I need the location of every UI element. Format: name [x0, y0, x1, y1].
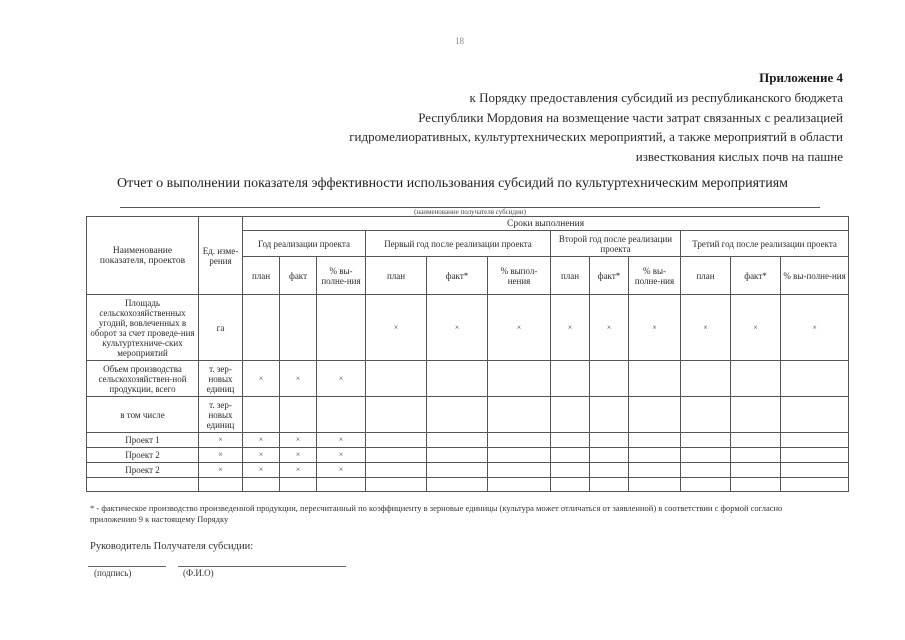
- header-pct: % вы-полне-ния: [317, 257, 366, 295]
- value-cell[interactable]: [488, 433, 551, 448]
- signature-line[interactable]: [88, 566, 166, 567]
- empty-cell[interactable]: [781, 478, 849, 492]
- value-cell[interactable]: [317, 397, 366, 433]
- header-plan: план: [551, 257, 590, 295]
- value-cell[interactable]: [366, 433, 427, 448]
- appendix-line: к Порядку предоставления субсидий из республиканского бюджета: [469, 90, 843, 105]
- x-mark: ×: [199, 433, 243, 448]
- x-mark: ×: [243, 433, 280, 448]
- value-cell[interactable]: [681, 433, 731, 448]
- empty-cell[interactable]: [681, 478, 731, 492]
- value-cell[interactable]: [317, 295, 366, 361]
- value-cell[interactable]: [427, 463, 488, 478]
- x-mark: ×: [317, 433, 366, 448]
- value-cell[interactable]: [427, 433, 488, 448]
- value-cell[interactable]: [488, 397, 551, 433]
- x-mark: ×: [590, 295, 629, 361]
- row-unit: т. зер-новых единиц: [199, 361, 243, 397]
- value-cell[interactable]: [781, 463, 849, 478]
- value-cell[interactable]: [731, 463, 781, 478]
- x-mark: ×: [280, 433, 317, 448]
- value-cell[interactable]: [681, 397, 731, 433]
- value-cell[interactable]: [781, 397, 849, 433]
- empty-cell[interactable]: [280, 478, 317, 492]
- empty-cell[interactable]: [243, 478, 280, 492]
- full-name-caption: (Ф.И.О): [183, 568, 214, 578]
- value-cell[interactable]: [551, 433, 590, 448]
- row-unit: т. зер-новых единиц: [199, 397, 243, 433]
- x-mark: ×: [280, 448, 317, 463]
- x-mark: ×: [199, 448, 243, 463]
- empty-cell[interactable]: [317, 478, 366, 492]
- empty-cell[interactable]: [366, 478, 427, 492]
- x-mark: ×: [243, 448, 280, 463]
- header-pct: % выпол-нения: [488, 257, 551, 295]
- empty-cell[interactable]: [199, 478, 243, 492]
- row-name: в том числе: [87, 397, 199, 433]
- x-mark: ×: [317, 361, 366, 397]
- empty-cell[interactable]: [488, 478, 551, 492]
- value-cell[interactable]: [629, 463, 681, 478]
- header-pct: % вы-полне-ния: [781, 257, 849, 295]
- value-cell[interactable]: [681, 448, 731, 463]
- value-cell[interactable]: [366, 463, 427, 478]
- header-plan: план: [243, 257, 280, 295]
- row-name: Площадь сельскохозяйственных угодий, вовлеченных в оборот за счет проведе-ния культуртехниче-ских мероприятий: [87, 295, 199, 361]
- value-cell[interactable]: [590, 448, 629, 463]
- header-fact: факт: [280, 257, 317, 295]
- x-mark: ×: [629, 295, 681, 361]
- value-cell[interactable]: [551, 361, 590, 397]
- value-cell[interactable]: [590, 361, 629, 397]
- x-mark: ×: [551, 295, 590, 361]
- table-row: [87, 361, 849, 397]
- project-name: Проект 2: [87, 463, 199, 478]
- value-cell[interactable]: [488, 361, 551, 397]
- header-period-2: Второй год после реализации проекта: [551, 231, 681, 257]
- value-cell[interactable]: [781, 433, 849, 448]
- value-cell[interactable]: [366, 361, 427, 397]
- report-table: [86, 216, 849, 492]
- empty-cell[interactable]: [87, 478, 199, 492]
- x-mark: ×: [427, 295, 488, 361]
- appendix-line: гидромелиоративных, культуртехнических мероприятий, а также мероприятий в области: [349, 129, 843, 144]
- empty-cell[interactable]: [590, 478, 629, 492]
- report-title: Отчет о выполнении показателя эффективности использования субсидий по культуртехническим мероприятиям: [117, 176, 788, 191]
- x-mark: ×: [781, 295, 849, 361]
- value-cell[interactable]: [590, 397, 629, 433]
- x-mark: ×: [199, 463, 243, 478]
- empty-cell[interactable]: [551, 478, 590, 492]
- value-cell[interactable]: [629, 361, 681, 397]
- x-mark: ×: [243, 463, 280, 478]
- value-cell[interactable]: [280, 397, 317, 433]
- x-mark: ×: [731, 295, 781, 361]
- signature-caption: (подпись): [94, 568, 132, 578]
- table-row: [87, 295, 849, 361]
- value-cell[interactable]: [731, 433, 781, 448]
- header-unit: Ед. изме-рения: [199, 217, 243, 295]
- project-name: Проект 1: [87, 433, 199, 448]
- header-terms: Сроки выполнения: [243, 217, 849, 231]
- header-plan: план: [366, 257, 427, 295]
- header-fact: факт*: [731, 257, 781, 295]
- value-cell[interactable]: [427, 448, 488, 463]
- x-mark: ×: [317, 448, 366, 463]
- appendix-subtitle: [243, 88, 843, 166]
- x-mark: ×: [280, 463, 317, 478]
- value-cell[interactable]: [781, 448, 849, 463]
- header-period-1: Первый год после реализации проекта: [366, 231, 551, 257]
- table-row: [87, 433, 849, 448]
- row-unit: га: [199, 295, 243, 361]
- value-cell[interactable]: [366, 448, 427, 463]
- table-row: [87, 448, 849, 463]
- value-cell[interactable]: [551, 397, 590, 433]
- footnote: * - фактическое производство произведенной продукции, пересчитанный по коэффициенту в зерновые единицы (культура может отличаться от заявленной) в соответствии с формой согласно приложению 9 к настоящему Порядку: [90, 503, 783, 524]
- value-cell[interactable]: [590, 433, 629, 448]
- value-cell[interactable]: [551, 448, 590, 463]
- x-mark: ×: [488, 295, 551, 361]
- header-period-0: Год реализации проекта: [243, 231, 366, 257]
- header-fact: факт*: [427, 257, 488, 295]
- value-cell[interactable]: [590, 463, 629, 478]
- value-cell[interactable]: [280, 295, 317, 361]
- project-name: Проект 2: [87, 448, 199, 463]
- empty-cell[interactable]: [629, 478, 681, 492]
- table-row: [87, 397, 849, 433]
- x-mark: ×: [280, 361, 317, 397]
- value-cell[interactable]: [427, 361, 488, 397]
- header-indicator: Наименование показателя, проектов: [87, 217, 199, 295]
- page-number: 18: [455, 36, 464, 46]
- head-label: Руководитель Получателя субсидии:: [90, 541, 254, 552]
- value-cell[interactable]: [366, 397, 427, 433]
- value-cell[interactable]: [731, 448, 781, 463]
- header-period-3: Третий год после реализации проекта: [681, 231, 849, 257]
- empty-cell[interactable]: [731, 478, 781, 492]
- x-mark: ×: [681, 295, 731, 361]
- appendix-line: Республики Мордовия на возмещение части затрат связанных с реализацией: [418, 109, 843, 125]
- value-cell[interactable]: [731, 397, 781, 433]
- value-cell[interactable]: [551, 463, 590, 478]
- header-fact: факт*: [590, 257, 629, 295]
- value-cell[interactable]: [243, 295, 280, 361]
- x-mark: ×: [317, 463, 366, 478]
- full-name-line[interactable]: [178, 566, 346, 567]
- value-cell[interactable]: [488, 448, 551, 463]
- value-cell[interactable]: [681, 361, 731, 397]
- table-row: [87, 463, 849, 478]
- value-cell[interactable]: [243, 397, 280, 433]
- appendix-line: известкования кислых почв на пашне: [635, 148, 843, 164]
- recipient-caption: (наименование получателя субсидии): [414, 208, 526, 216]
- empty-cell[interactable]: [427, 478, 488, 492]
- value-cell[interactable]: [427, 397, 488, 433]
- row-name: Объем производства сельскохозяйствен-ной продукции, всего: [87, 361, 199, 397]
- value-cell[interactable]: [681, 463, 731, 478]
- value-cell[interactable]: [731, 361, 781, 397]
- appendix-title: Приложение 4: [759, 70, 843, 85]
- x-mark: ×: [243, 361, 280, 397]
- header-pct: % вы-полне-ния: [629, 257, 681, 295]
- header-plan: план: [681, 257, 731, 295]
- value-cell[interactable]: [629, 397, 681, 433]
- value-cell[interactable]: [629, 448, 681, 463]
- value-cell[interactable]: [781, 361, 849, 397]
- value-cell[interactable]: [629, 433, 681, 448]
- x-mark: ×: [366, 295, 427, 361]
- table-row: [87, 478, 849, 492]
- value-cell[interactable]: [488, 463, 551, 478]
